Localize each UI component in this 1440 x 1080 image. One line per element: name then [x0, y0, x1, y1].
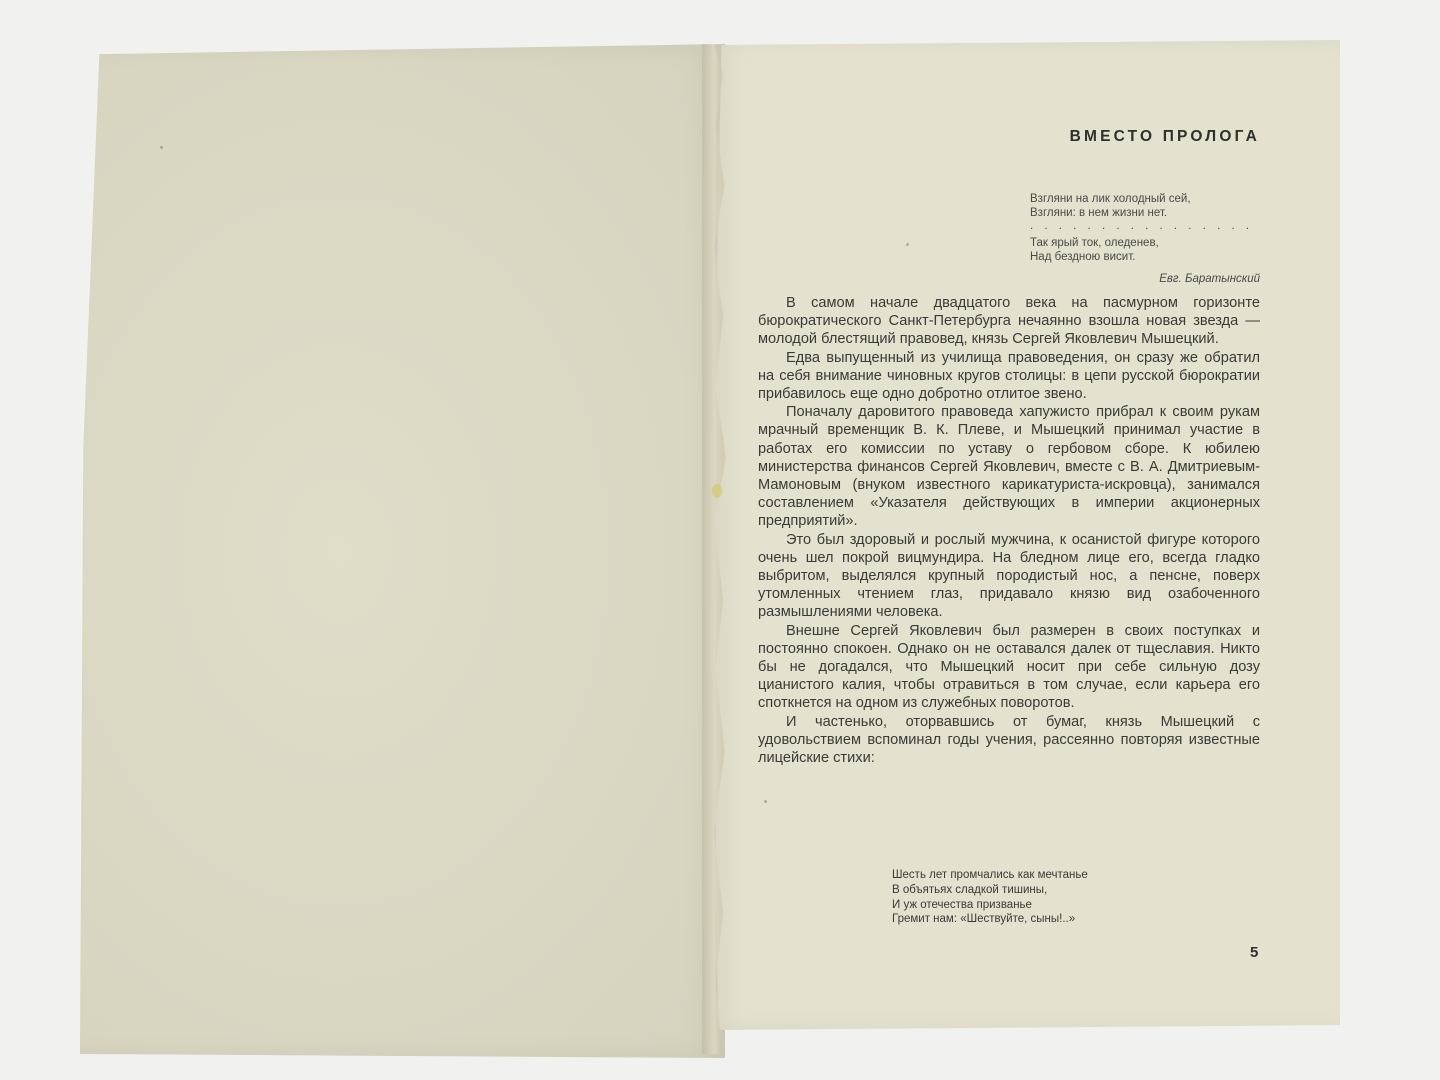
epigraph-line: Взгляни на лик холодный сей,	[1030, 193, 1191, 205]
paragraph: И частенько, оторвавшись от бумаг, князь Мышецкий с удовольствием вспоминал годы учения, рассеянно повторяя известные лицейские стихи:	[758, 713, 1260, 767]
epigraph	[1030, 192, 1260, 286]
verse-line: И уж отечества призванье	[892, 898, 1032, 911]
paragraph: Поначалу даровитого правоведа хапужисто прибрал к своим рукам мрачный временщик В. К. Плеве, и Мышецкий принимал участие в работах его комиссии по уставу о гербовом сборе. К юбилею министерства финансов Сергей Яковлевич, вместе с В. А. Дмитриевым-Мамоновым (внуком известного карикатуриста-искровца), занимался составлением «Указателя действующих в империи акционерных предприятий».	[758, 404, 1260, 530]
verse-line: Шесть лет промчались как мечтанье	[892, 869, 1088, 881]
epigraph-line: Так ярый ток, оледенев,	[1030, 237, 1159, 249]
paragraph: Едва выпущенный из училища правоведения, он сразу же обратил на себя внимание чиновных кругов столицы: в цепи русской бюрократии прибавилось еще одно добротно отлитое звено.	[758, 349, 1260, 403]
chapter-heading: ВМЕСТО ПРОЛОГА	[1069, 128, 1260, 145]
paragraph: Это был здоровый и рослый мужчина, к осанистой фигуре которого очень шел покрой вицмундира. На бледном лице его, всегда гладко выбритом, выделялся крупный породистый нос, а пенсне, поверх утомленных чтением глаз, придавало князю вид озабоченного размышлениями человека.	[758, 531, 1260, 621]
verse-line: В объятьях сладкой тишины,	[892, 883, 1048, 896]
verse-quote	[892, 868, 1192, 927]
page-number: 5	[1250, 944, 1259, 961]
paper-stain	[712, 484, 722, 498]
body-text	[758, 294, 1260, 767]
epigraph-ellipsis: . . . . . . . . . . . . . . . .	[1030, 220, 1254, 232]
paragraph: Внешне Сергей Яковлевич был размерен в своих поступках и постоянно спокоен. Однако он не оставался далек от тщеславия. Никто бы не догадался, что Мышецкий носит при себе сильную дозу цианистого калия, чтобы отравиться в том случае, если карьера его споткнется на одном из служебных поворотов.	[758, 622, 1260, 712]
epigraph-line: Взгляни: в нем жизни нет.	[1030, 207, 1168, 219]
paper-speck	[906, 243, 909, 246]
page-text	[758, 128, 1260, 926]
paragraph: В самом начале двадцатого века на пасмурном горизонте бюрократического Санкт-Петербурга нечаянно взошла новая звезда — молодой блестящий правовед, князь Сергей Яковлевич Мышецкий.	[758, 295, 1260, 348]
epigraph-author: Евг. Баратынский	[1159, 273, 1260, 285]
paper-speck	[160, 146, 163, 149]
verse-line: Гремит нам: «Шествуйте, сыны!..»	[892, 913, 1076, 926]
left-page-blank	[80, 44, 725, 1058]
paper-speck	[764, 800, 767, 803]
epigraph-line: Над бездною висит.	[1030, 251, 1136, 263]
